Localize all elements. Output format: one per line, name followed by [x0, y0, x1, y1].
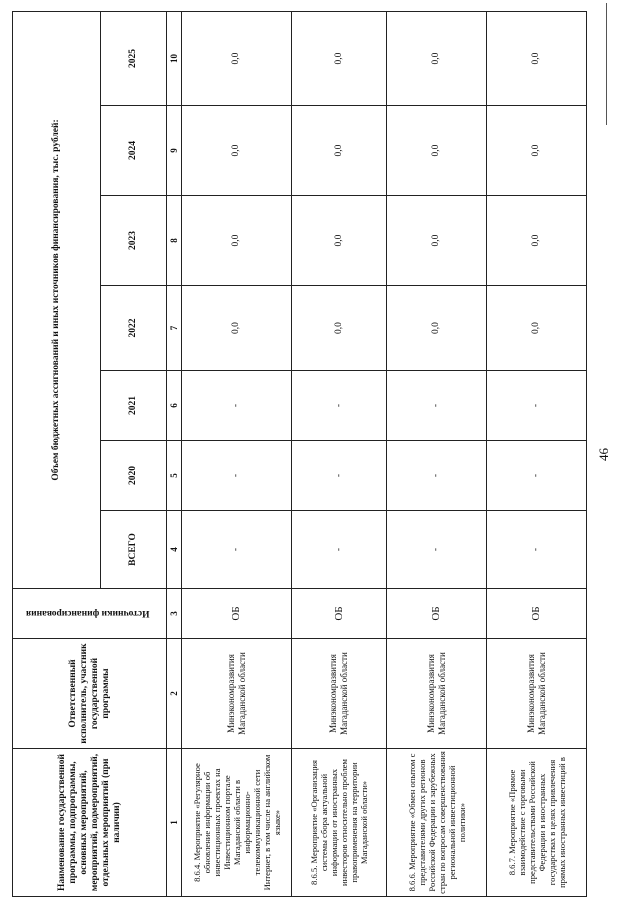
- column-number-row: [167, 12, 182, 897]
- value-2023: 0,0: [487, 196, 587, 286]
- table-row: [387, 12, 487, 897]
- row-executor: Минэкономразвития Магаданской области: [487, 639, 587, 749]
- value-2020: -: [292, 441, 387, 511]
- header-name: Наименование государственной программы, подпрограммы, основных мероприятий, мероприятий, подмероприятий, отдельных мероприятий (при наличии): [13, 749, 167, 897]
- row-name: 8.6.4. Мероприятие «Регулярное обновление информации об инвестиционных проектах на Инвестиционном портале Магаданской области в информационно-телекоммуникационной сети Интернет, в том числе на английском языке»: [182, 749, 292, 897]
- row-source: ОБ: [292, 589, 387, 639]
- value-2020: -: [182, 441, 292, 511]
- column-number: 1: [167, 749, 182, 897]
- column-number: 4: [167, 511, 182, 589]
- row-name: 8.6.7. Мероприятие «Прямое взаимодействие с торговыми представительствами Российской Федерации в иностранных государствах в целях привлечения прямых иностранных инвестиций в: [487, 749, 587, 897]
- value-2024: 0,0: [182, 106, 292, 196]
- header-financing: Объем бюджетных ассигнований и иных источников финансирования, тыс. рублей:: [13, 12, 101, 589]
- row-source: ОБ: [182, 589, 292, 639]
- top-rule: [606, 3, 607, 125]
- value-2025: 0,0: [182, 12, 292, 106]
- value-2021: -: [292, 371, 387, 441]
- financing-table: [12, 11, 587, 897]
- column-number: 7: [167, 286, 182, 371]
- value-2025: 0,0: [292, 12, 387, 106]
- value-total: -: [292, 511, 387, 589]
- row-name: 8.6.6. Мероприятие «Обмен опытом с представителями других регионов Российской Федерации и зарубежных стран по вопросам совершенствования региональной инвестиционной политики»: [387, 749, 487, 897]
- value-2023: 0,0: [387, 196, 487, 286]
- value-2024: 0,0: [387, 106, 487, 196]
- header-executor: Ответственный исполнитель, участник государственной программы: [13, 639, 167, 749]
- page-number: 46: [596, 448, 611, 461]
- value-2024: 0,0: [487, 106, 587, 196]
- value-2021: -: [182, 371, 292, 441]
- value-2020: -: [487, 441, 587, 511]
- value-2022: 0,0: [487, 286, 587, 371]
- row-source: ОБ: [387, 589, 487, 639]
- table-row: [182, 12, 292, 897]
- header-year-2025: 2025: [101, 12, 167, 106]
- header-year-2021: 2021: [101, 371, 167, 441]
- value-2020: -: [387, 441, 487, 511]
- table-row: [487, 12, 587, 897]
- value-2022: 0,0: [292, 286, 387, 371]
- column-number: 10: [167, 12, 182, 106]
- header-row-top: [13, 12, 101, 897]
- column-number: 8: [167, 196, 182, 286]
- table-row: [292, 12, 387, 897]
- column-number: 9: [167, 106, 182, 196]
- value-total: -: [182, 511, 292, 589]
- header-year-2023: 2023: [101, 196, 167, 286]
- value-2025: 0,0: [387, 12, 487, 106]
- value-total: -: [387, 511, 487, 589]
- row-executor: Минэкономразвития Магаданской области: [182, 639, 292, 749]
- value-2022: 0,0: [387, 286, 487, 371]
- column-number: 3: [167, 589, 182, 639]
- header-year-total: ВСЕГО: [101, 511, 167, 589]
- header-year-2022: 2022: [101, 286, 167, 371]
- column-number: 2: [167, 639, 182, 749]
- value-2023: 0,0: [182, 196, 292, 286]
- value-2022: 0,0: [182, 286, 292, 371]
- value-2021: -: [487, 371, 587, 441]
- header-year-2020: 2020: [101, 441, 167, 511]
- value-2025: 0,0: [487, 12, 587, 106]
- column-number: 6: [167, 371, 182, 441]
- value-2023: 0,0: [292, 196, 387, 286]
- row-executor: Минэкономразвития Магаданской области: [387, 639, 487, 749]
- header-year-2024: 2024: [101, 106, 167, 196]
- value-2021: -: [387, 371, 487, 441]
- value-total: -: [487, 511, 587, 589]
- row-source: ОБ: [487, 589, 587, 639]
- header-source: Источники финансирования: [13, 589, 167, 639]
- row-name: 8.6.5. Мероприятие «Организация системы сбора актуальной информации от иностранных инвесторов относительно проблем правоприменения на территории Магаданской области»: [292, 749, 387, 897]
- row-executor: Минэкономразвития Магаданской области: [292, 639, 387, 749]
- column-number: 5: [167, 441, 182, 511]
- value-2024: 0,0: [292, 106, 387, 196]
